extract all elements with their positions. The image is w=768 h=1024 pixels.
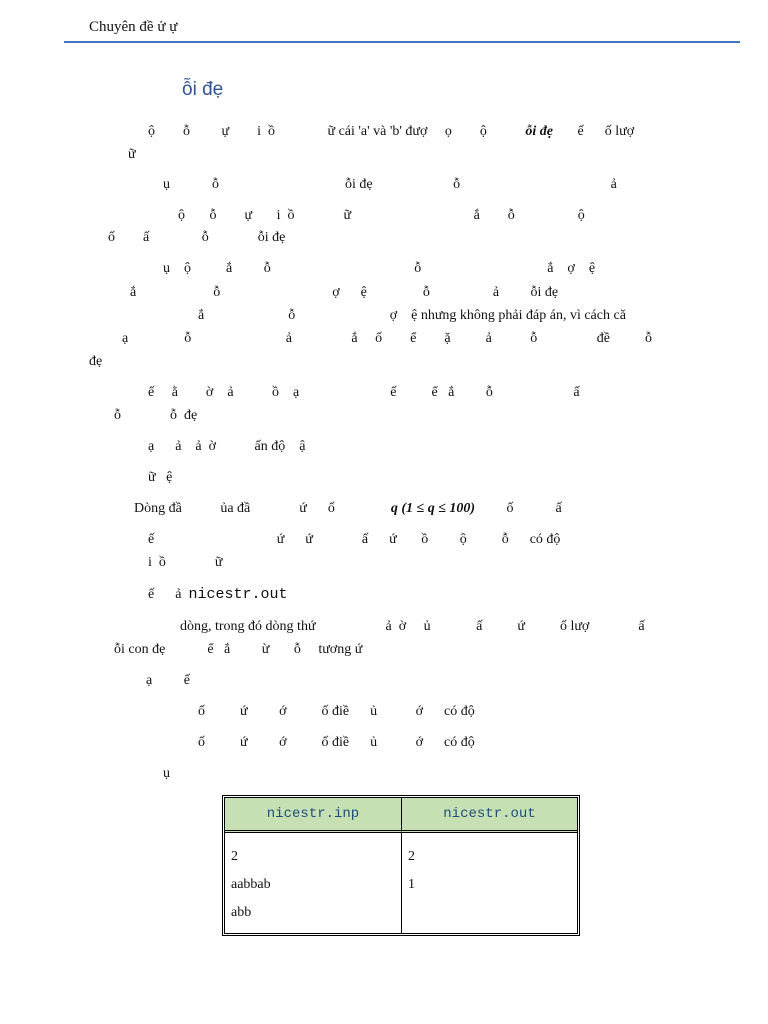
text-line: [163, 766, 170, 782]
section-title: ỗi đẹ: [182, 79, 224, 100]
text-line: [89, 354, 102, 370]
text-line: [198, 704, 475, 720]
text-line: [134, 501, 562, 517]
line-text: ụ: [163, 766, 170, 781]
line-text: ố ứ ớ ố điề ủ ớ có độ: [198, 735, 475, 750]
text-line: [198, 735, 475, 751]
sample-output-cell: [401, 833, 577, 933]
text-line: [122, 331, 652, 347]
sample-io-table: [222, 795, 580, 936]
line-text: ố ấ: [475, 501, 562, 516]
line-text: ế ả: [148, 587, 189, 602]
text-line: [148, 124, 634, 140]
text-line: [108, 230, 285, 246]
text-line: [114, 642, 362, 658]
text-line: [148, 586, 287, 603]
text-line: [180, 619, 645, 635]
line-text: i ồ ữ: [148, 555, 223, 570]
sample-output-line: 1: [408, 877, 415, 892]
line-text: ế ằ ờ ả ồ ạ ế ể ắ ỗ ấ: [148, 385, 580, 400]
line-text: ữ ệ: [148, 470, 173, 485]
line-text: ạ ả ả ờ ấn độ ậ: [148, 439, 306, 454]
line-text: ạ ế: [146, 673, 190, 688]
line-text: ắ ỗ ợ ệ ỗ ả ỗi đẹ: [130, 285, 559, 300]
text-line: [163, 261, 595, 277]
line-text: Dòng đầ ủa đầ ứ ố: [134, 501, 391, 516]
line-text: ố ứ ớ ố điề ủ ớ có độ: [198, 704, 475, 719]
sample-output-line: 2: [408, 849, 415, 864]
text-line: [148, 532, 560, 548]
text-line: [198, 308, 626, 324]
line-text: ạ ỗ ả ắ ố ể ặ ả ỗ đề ỗ: [122, 331, 652, 346]
line-text: ụ ộ ắ ỗ ỗ ắ ợ ệ: [163, 261, 596, 276]
sample-input-line: aabbab: [231, 877, 271, 892]
sample-input-line: abb: [231, 905, 252, 920]
line-text: ụ ỗ ỗi đẹ ỗ ả: [163, 177, 617, 192]
text-line: [114, 408, 197, 424]
line-text: ộ ỗ ự i ồ ữ ắ ỗ ộ: [178, 208, 585, 223]
header-rule: [64, 41, 740, 43]
line-text: ỗi con đẹ ể ắ ừ ỗ tương ứ: [114, 642, 363, 657]
sample-input-line: 2: [231, 849, 238, 864]
input-file-header: nicestr.inp: [225, 798, 401, 833]
line-text: ộ ỗ ự i ồ ữ cái 'a' và 'b' đượ ọ ộ: [148, 124, 526, 139]
text-line: [146, 673, 190, 689]
line-text: dòng, trong đó dòng thứ ả ờ ủ ấ ứ ố lượ ấ: [180, 619, 645, 634]
emphasis-text: q (1 ≤ q ≤ 100): [390, 501, 476, 516]
output-file-header: nicestr.out: [401, 798, 577, 833]
text-line: [128, 147, 136, 163]
text-line: [148, 555, 222, 571]
line-text: ỗ ỗ đẹ: [114, 408, 198, 423]
emphasis-text: nicestr.out: [188, 586, 288, 603]
line-text: ắ ỗ ợ ệ nhưng không phải đáp án, vì cách că: [198, 308, 626, 323]
line-text: ế ứ ứ ấ ứ ồ ộ ỗ có độ: [148, 532, 561, 547]
page-header: Chuyên đề ử ự: [89, 19, 178, 35]
line-text: ố ấ ỗ ỗi đẹ: [108, 230, 286, 245]
text-line: [178, 208, 585, 224]
text-line: [130, 285, 558, 301]
sample-input-cell: [225, 833, 401, 933]
text-line: [148, 385, 580, 401]
emphasis-text: ỗi đẹ: [525, 124, 554, 139]
line-text: đẹ: [89, 354, 103, 369]
line-text: ế ố lượ: [553, 124, 635, 139]
text-line: [148, 470, 172, 486]
line-text: ữ: [128, 147, 136, 162]
text-line: [163, 177, 617, 193]
text-line: [148, 439, 305, 455]
